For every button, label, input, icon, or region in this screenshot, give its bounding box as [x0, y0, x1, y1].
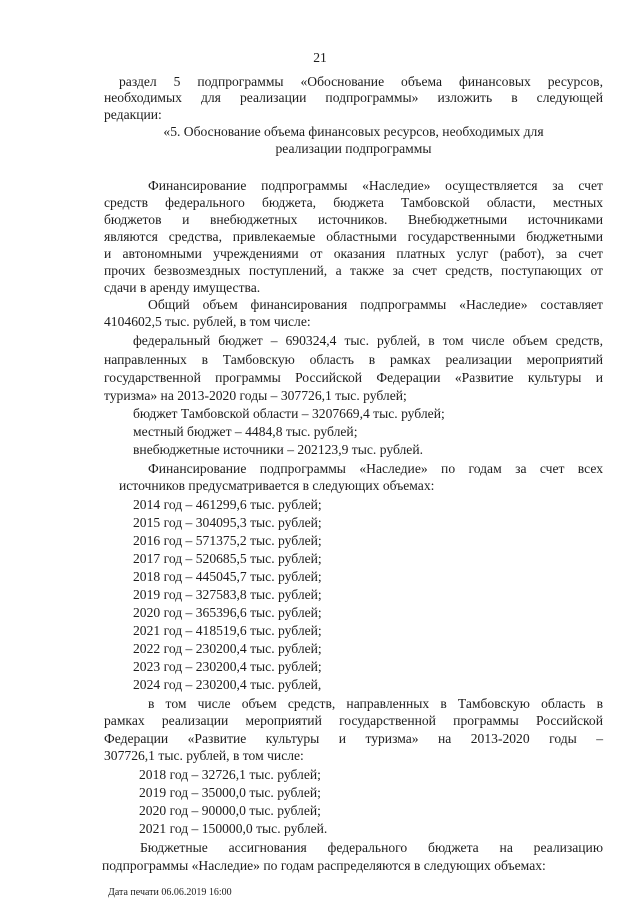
year-amount-line: 2021 год – 150000,0 тыс. рублей.: [139, 821, 328, 836]
regional-budget-line: бюджет Тамбовской области – 3207669,4 тыс. рублей;: [133, 406, 445, 421]
paragraph-line: рамках реализации мероприятий государственной программы Российской: [104, 713, 603, 728]
year-amount-line: 2022 год – 230200,4 тыс. рублей;: [133, 641, 322, 656]
paragraph-line: прочих безвозмездных поступлений, а также за счет средств, поступающих от: [104, 263, 603, 278]
print-date-footer: Дата печати 06.06.2019 16:00: [108, 887, 232, 898]
paragraph-line: Финансирование подпрограммы «Наследие» осуществляется за счет: [148, 178, 603, 193]
paragraph-line: Бюджетные ассигнования федерального бюджета на реализацию: [140, 840, 603, 855]
page-number: 21: [313, 50, 327, 65]
federal-budget-line: государственной программы Российской Федерации «Развитие культуры и: [104, 370, 603, 385]
paragraph-line: сдачи в аренду имущества.: [104, 280, 261, 295]
federal-budget-line: туризма» на 2013-2020 годы – 307726,1 тыс. рублей;: [104, 388, 407, 403]
paragraph-line: в том числе объем средств, направленных в Тамбовскую область в: [148, 696, 603, 711]
year-amount-line: 2014 год – 461299,6 тыс. рублей;: [133, 497, 322, 512]
local-budget-line: местный бюджет – 4484,8 тыс. рублей;: [133, 424, 358, 439]
paragraph-line: 307726,1 тыс. рублей, в том числе:: [104, 748, 304, 763]
paragraph-line: бюджетов и внебюджетных источников. Внебюджетными источниками: [104, 212, 603, 227]
federal-budget-line: федеральный бюджет – 690324,4 тыс. рублей, в том числе объем средств,: [133, 333, 603, 348]
year-amount-line: 2023 год – 230200,4 тыс. рублей;: [133, 659, 322, 674]
year-amount-line: 2016 год – 571375,2 тыс. рублей;: [133, 533, 322, 548]
offbudget-line: внебюджетные источники – 202123,9 тыс. рублей.: [133, 442, 424, 457]
paragraph-line: Федерации «Развитие культуры и туризма» на 2013-2020 годы –: [104, 731, 603, 746]
intro-line: редакции:: [104, 107, 162, 122]
section-title: «5. Обоснование объема финансовых ресурсов, необходимых для: [163, 124, 544, 139]
year-amount-line: 2018 год – 445045,7 тыс. рублей;: [133, 569, 322, 584]
year-amount-line: 2019 год – 35000,0 тыс. рублей;: [139, 785, 321, 800]
section-title: реализации подпрограммы: [275, 141, 432, 156]
paragraph-line: Финансирование подпрограммы «Наследие» по годам за счет всех: [148, 461, 603, 476]
year-amount-line: 2015 год – 304095,3 тыс. рублей;: [133, 515, 322, 530]
paragraph-line: средств федерального бюджета, бюджета Тамбовской области, местных: [104, 195, 603, 210]
year-amount-line: 2018 год – 32726,1 тыс. рублей;: [139, 767, 321, 782]
federal-budget-line: направленных в Тамбовскую область в рамках реализации мероприятий: [104, 352, 603, 367]
paragraph-line: 4104602,5 тыс. рублей, в том числе:: [104, 314, 311, 329]
year-amount-line: 2024 год – 230200,4 тыс. рублей,: [133, 677, 322, 692]
year-amount-line: 2019 год – 327583,8 тыс. рублей;: [133, 587, 322, 602]
intro-line: раздел 5 подпрограммы «Обоснование объема финансовых ресурсов,: [119, 74, 603, 89]
paragraph-line: и автономными учреждениями от оказания платных услуг (работ), за счет: [104, 246, 603, 261]
year-amount-line: 2021 год – 418519,6 тыс. рублей;: [133, 623, 322, 638]
year-amount-line: 2020 год – 90000,0 тыс. рублей;: [139, 803, 321, 818]
year-amount-line: 2017 год – 520685,5 тыс. рублей;: [133, 551, 322, 566]
paragraph-line: Общий объем финансирования подпрограммы «Наследие» составляет: [148, 297, 603, 312]
intro-line: необходимых для реализации подпрограммы» изложить в следующей: [104, 90, 603, 105]
paragraph-line: подпрограммы «Наследие» по годам распределяются в следующих объемах:: [102, 858, 546, 873]
paragraph-line: источников предусматривается в следующих объемах:: [119, 478, 435, 493]
year-amount-line: 2020 год – 365396,6 тыс. рублей;: [133, 605, 322, 620]
paragraph-line: являются средства, привлекаемые областными государственными бюджетными: [104, 229, 603, 244]
